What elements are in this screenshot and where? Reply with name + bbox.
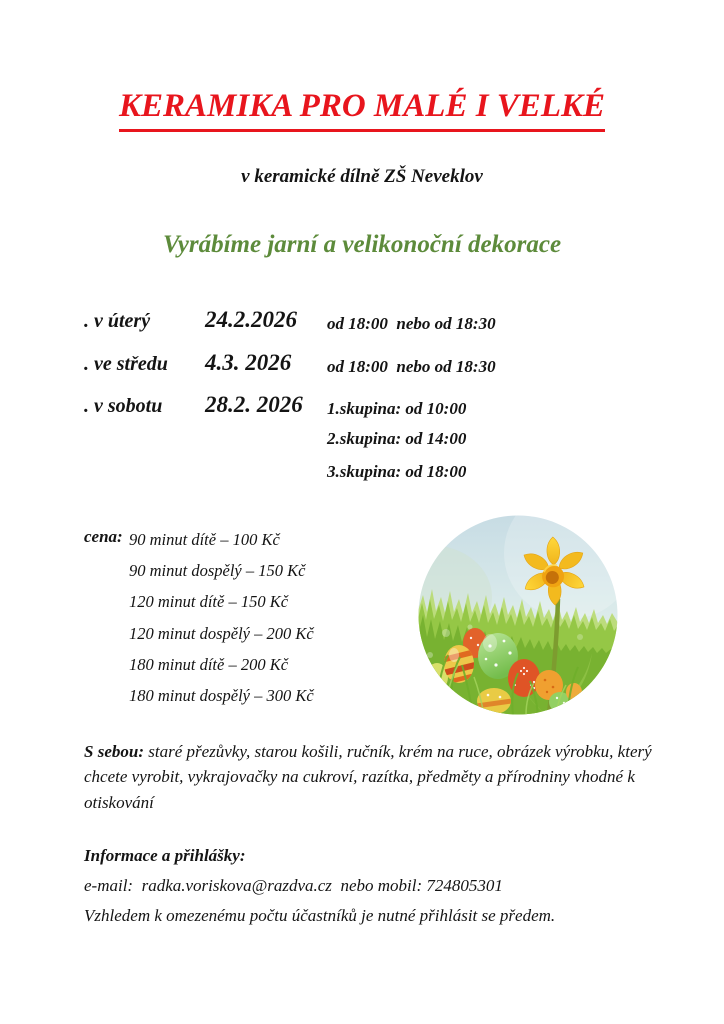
page-title-text: KERAMIKA PRO MALÉ I VELKÉ [119,88,605,132]
mobile-number: 724805301 [426,876,503,895]
schedule-date: 24.2.2026 [205,307,297,332]
schedule-day-label: . v sobotu [84,395,163,417]
section-heading: Vyrábíme jarní a velikonoční dekorace [162,231,562,258]
mobile-label: nebo mobil: [331,876,427,895]
bring-paragraph [84,739,662,815]
bring-text: staré přezůvky, starou košili, ručník, krém na ruce, obrázek výrobku, který chcete vyrobit, vykrajovačky na cukroví, razítka, předměty a přírodniny vhodné k otiskování [84,742,656,812]
schedule-day-label: . ve středu [84,353,168,375]
contact-line [84,876,503,896]
schedule-time: od 18:00 nebo od 18:30 [327,357,496,376]
price-item: 120 minut dítě – 150 Kč [129,592,289,612]
price-item: 90 minut dítě – 100 Kč [129,530,280,549]
price-label: cena: [84,527,123,546]
schedule-time: 1.skupina: od 10:00 [327,399,467,418]
schedule-date: 28.2. 2026 [205,392,303,417]
email-label: e-mail: [84,876,142,895]
price-list [129,524,314,711]
price-item: 90 minut dospělý – 150 Kč [129,561,306,581]
price-item: 120 minut dospělý – 200 Kč [129,623,314,643]
easter-photo-graphic [418,515,618,715]
price-item: 180 minut dospělý – 300 Kč [129,686,314,706]
price-item: 180 minut dítě – 200 Kč [129,654,289,674]
contact-heading: Informace a přihlášky: [84,846,246,865]
bring-label: S sebou: [84,742,144,761]
schedule-extra-time: 3.skupina: od 18:00 [327,462,467,481]
easter-photo [418,515,618,715]
registration-note: Vzhledem k omezenému počtu účastníků je nutné přihlásit se předem. [84,906,556,925]
schedule-day-label: . v úterý [84,310,151,332]
subtitle: v keramické dílně ZŠ Neveklov [241,166,483,187]
schedule-extra-time: 2.skupina: od 14:00 [327,429,467,448]
schedule-date: 4.3. 2026 [205,350,292,375]
email-address: radka.voriskova@razdva.cz [141,876,332,895]
schedule-time: od 18:00 nebo od 18:30 [327,314,496,333]
page-title [0,88,724,132]
